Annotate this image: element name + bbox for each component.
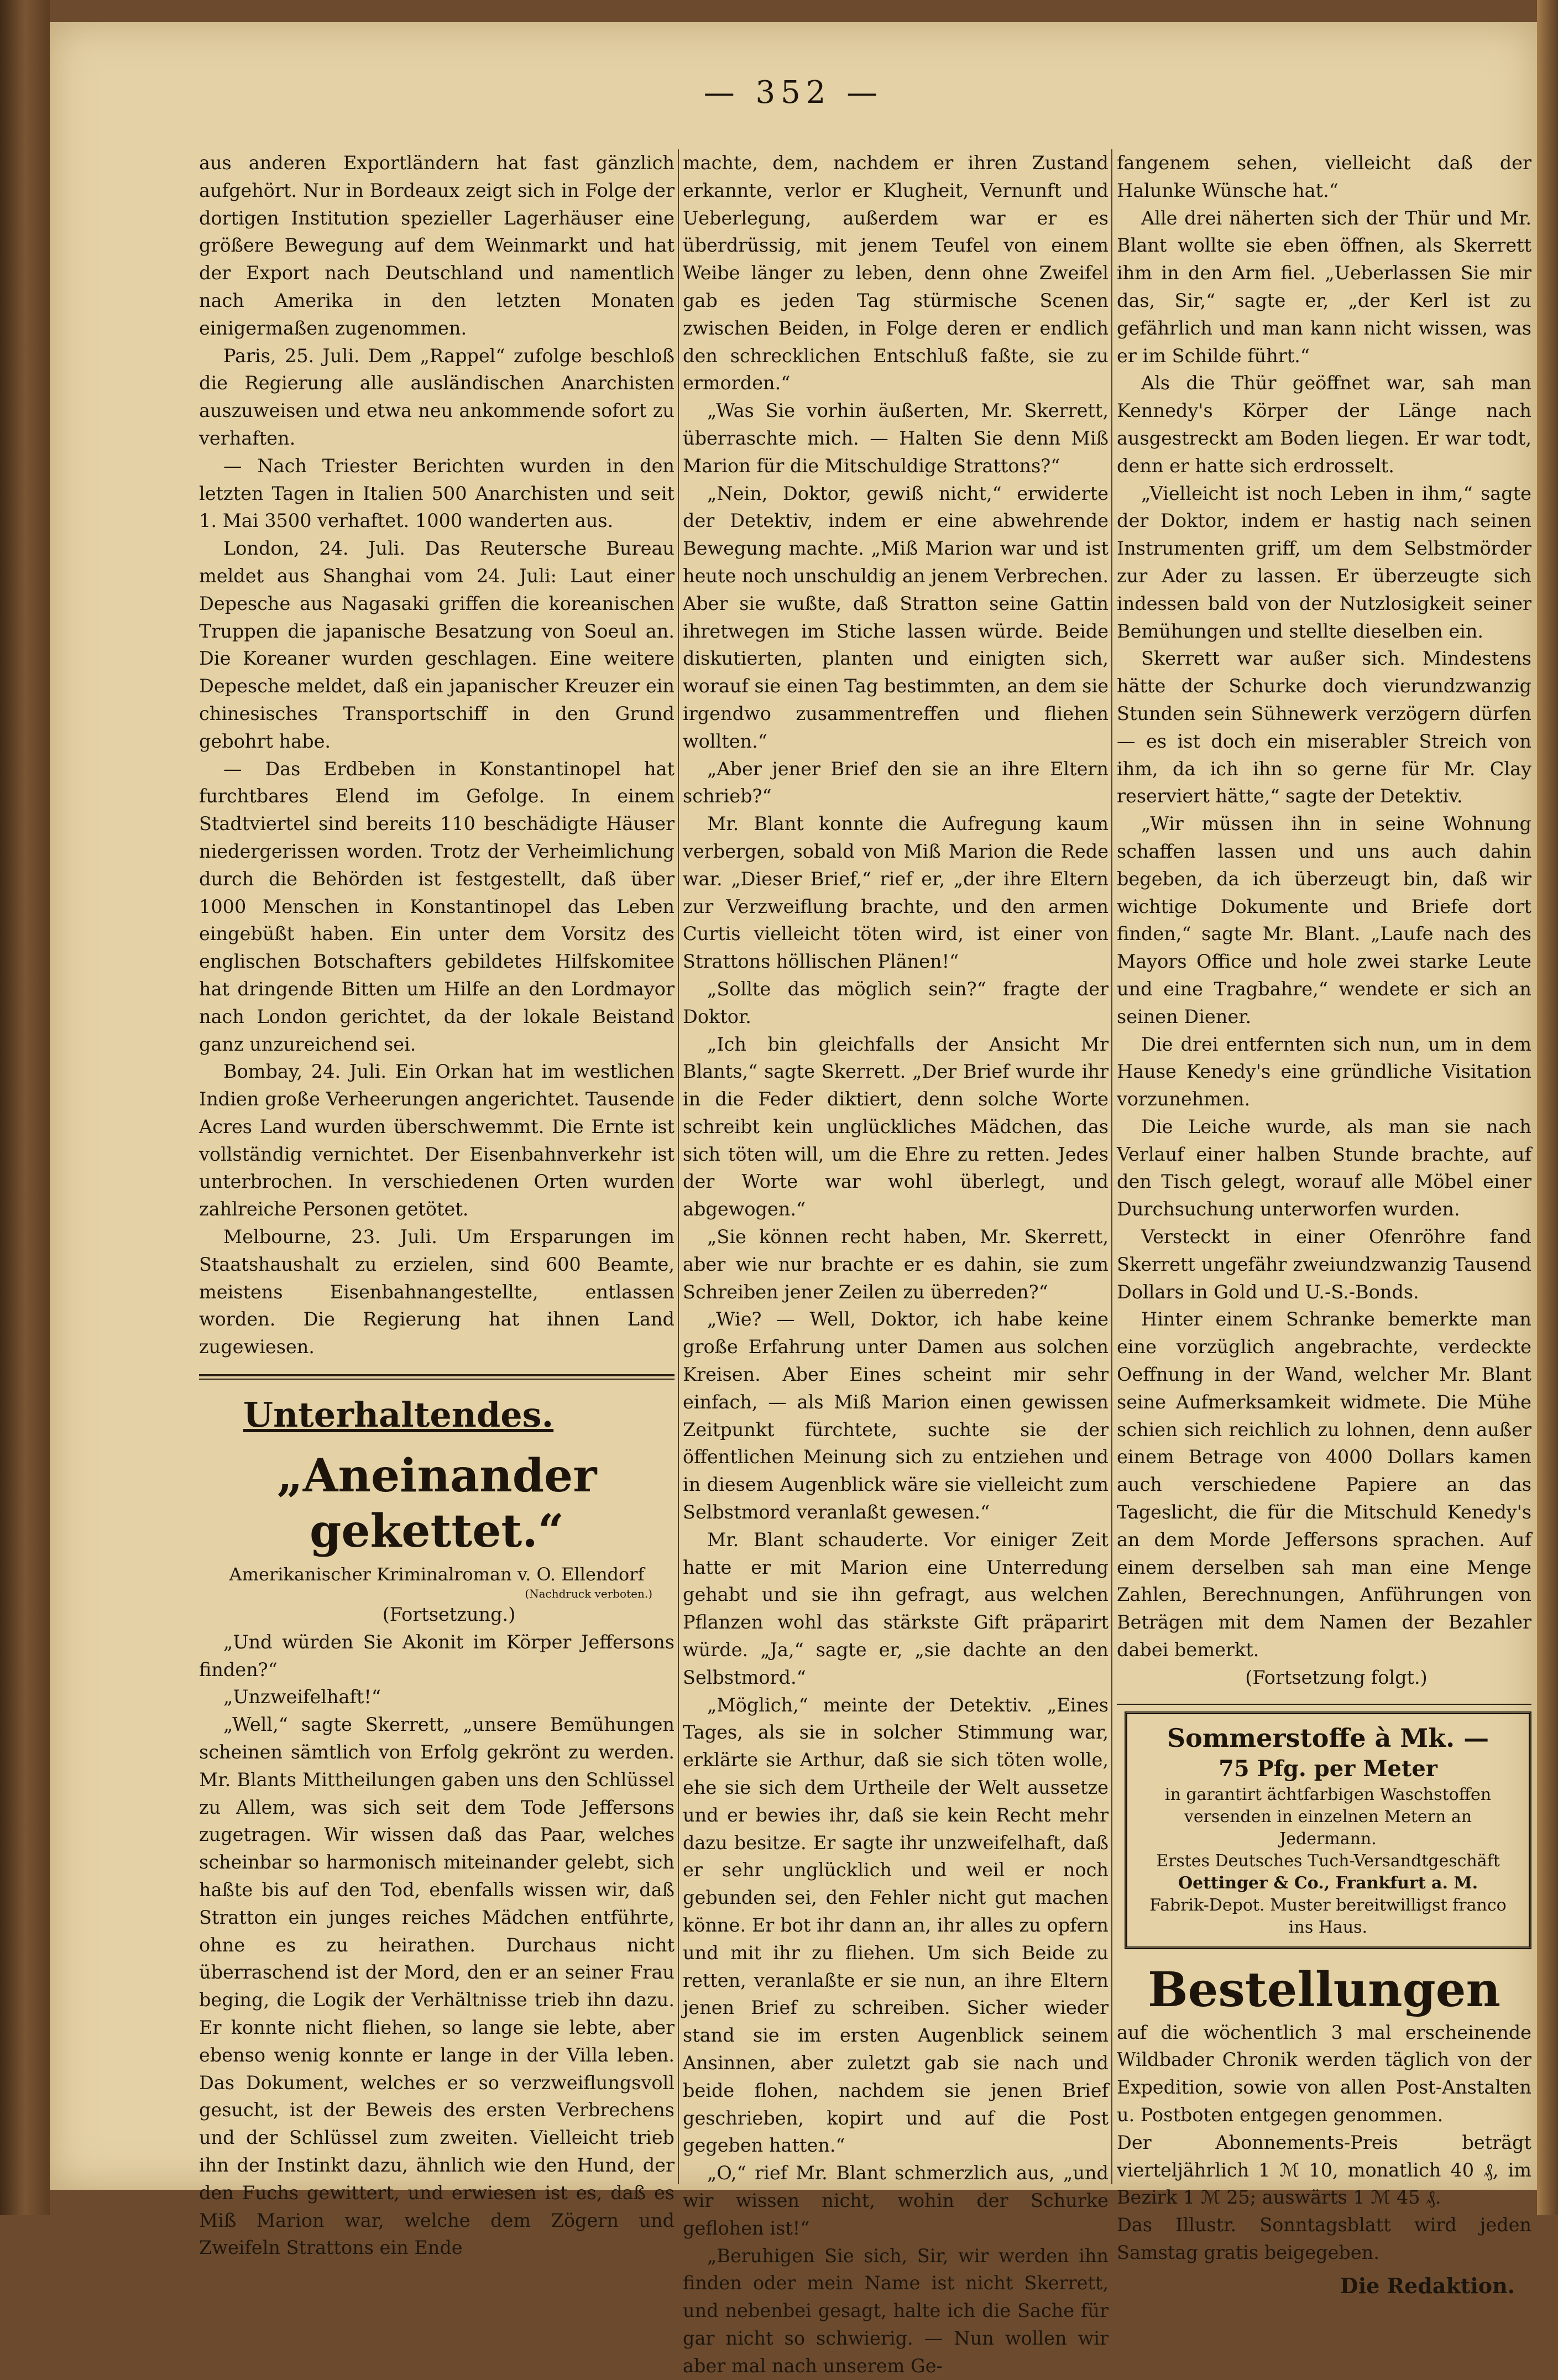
notice-paragraph: auf die wöchentlich 3 mal erscheinende Wildbader Chronik werden täglich von der Expedition, sowie von allen Post-Anstalten u. Postboten entgegen genommen. bbox=[1117, 2021, 1531, 2126]
column-divider bbox=[1111, 149, 1112, 2184]
story-paragraph: „Und würden Sie Akonit im Körper Jeffersons finden?“ bbox=[199, 1631, 675, 1680]
story-paragraph: „Ich bin gleichfalls der Ansicht Mr Blants,“ sagte Skerrett. „Der Brief wurde ihr in die Feder diktiert, denn solche Worte schreibt kein unglückliches Mädchen, das sich töten will, um die Ehre zu retten. Jedes der Worte war wohl überlegt, und abgewogen.“ bbox=[683, 1033, 1109, 1220]
notice-paragraph: Der Abonnements-Preis beträgt vierteljährlich 1 ℳ 10, monatlich 40 ₰, im Bezirk 1 ℳ 25; auswärts 1 ℳ 45 ₰. bbox=[1117, 2131, 1531, 2209]
news-paragraph: — Das Erdbeben in Konstantinopel hat furchtbares Elend im Gefolge. In einem Stadtviertel sind bereits 110 beschädigte Häuser niedergerissen worden. Trotz der Verheimlichung durch die Behörden ist festgestellt, daß über 1000 Menschen in Konstantinopel das Leben eingebüßt haben. Ein unter dem Vorsitz des englischen Botschafters gebildetes Hilfskomitee hat dringende Bitten um Hilfe an den Lordmayor nach London gerichtet, da der lokale Beistand ganz unzureichend sei. bbox=[199, 758, 675, 1055]
story-paragraph: „Sie können recht haben, Mr. Skerrett, aber wie nur brachte er es dahin, sie zum Schreiben jener Zeilen zu überreden?“ bbox=[683, 1226, 1109, 1303]
story-paragraph: „Nein, Doktor, gewiß nicht,“ erwiderte der Detektiv, indem er eine abwehrende Bewegung machte. „Miß Marion war und ist heute noch unschuldig an jenem Verbrechen. Aber sie wußte, daß Stratton seine Gattin ihretwegen im Stiche lassen würde. Beide diskutierten, planten und einigten sich, worauf sie einen Tag bestimmten, an dem sie irgendwo zusammentreffen und fliehen wollten.“ bbox=[683, 482, 1109, 752]
ad-company: Oettinger & Co., Frankfurt a. M. bbox=[1178, 1873, 1478, 1893]
continued-label: (Fortsetzung folgt.) bbox=[1245, 1666, 1428, 1688]
story-paragraph: Die drei entfernten sich nun, um in dem Hause Kenedy's eine gründliche Visitation vorzunehmen. bbox=[1117, 1033, 1531, 1110]
story-paragraph: Die Leiche wurde, als man sie nach Verlauf einer halben Stunde brachte, auf den Tisch gelegt, worauf alle Möbel einer Durchsuchung unterworfen wurden. bbox=[1117, 1115, 1531, 1220]
story-paragraph: „Aber jener Brief den sie an ihre Eltern schrieb?“ bbox=[683, 758, 1109, 807]
news-paragraph: — Nach Triester Berichten wurden in den letzten Tagen in Italien 500 Anarchisten und seit 1. Mai 3500 verhaftet. 1000 wanderten aus. bbox=[199, 455, 675, 532]
notice-paragraph: Das Illustr. Sonntagsblatt wird jeden Samstag gratis beigegeben. bbox=[1117, 2214, 1531, 2263]
story-paragraph: fangenem sehen, vielleicht daß der Halunke Wünsche hat.“ bbox=[1117, 152, 1531, 201]
story-paragraph: Als die Thür geöffnet war, sah man Kennedy's Körper der Länge nach ausgestreckt am Boden liegen. Er war todt, denn er hatte sich erdrosselt. bbox=[1117, 372, 1531, 477]
news-paragraph: Bombay, 24. Juli. Ein Orkan hat im westlichen Indien große Verheerungen angerichtet. Tausende Acres Land wurden überschwemmt. Die Ernte ist vollständig vernichtet. Der Eisenbahnverkehr ist unterbrochen. In verschiedenen Orten wurden zahlreiche Personen getötet. bbox=[199, 1061, 675, 1220]
story-paragraph: „Möglich,“ meinte der Detektiv. „Eines Tages, als sie in solcher Stimmung war, erklärte sie Arthur, daß sie sich töten wolle, ehe sie sich dem Urtheile der Welt aussetze und er bewies ihr, daß sie kein Recht mehr dazu besitze. Er sagte ihr unzweifelhaft, daß er sehr unglücklich und weil er noch gebunden sei, den Fehler nicht gut machen könne. Er bot ihr dann an, ihr alles zu opfern und mit ihr zu fliehen. Um sich Beide zu retten, veranlaßte er sie nun, an ihre Eltern jenen Brief zu schreiben. Sicher wieder stand sie im ersten Augenblick seinem Ansinnen, aber zuletzt gab sie nach und beide flohen, nachdem sie jenen Brief geschrieben, kopirt und auf die Post gegeben hatten.“ bbox=[683, 1694, 1109, 2157]
news-paragraph: London, 24. Juli. Das Reutersche Bureau meldet aus Shanghai vom 24. Juli: Laut einer Depesche aus Nagasaki griffen die koreanischen Truppen die japanische Besatzung von Soeul an. Die Koreaner wurden geschlagen. Eine weitere Depesche meldet, daß ein japanischer Kreuzer ein chinesisches Transportschiff in den Grund gebohrt habe. bbox=[199, 537, 675, 752]
page-edge bbox=[1537, 0, 1558, 2215]
story-paragraph: „Was Sie vorhin äußerten, Mr. Skerrett, überraschte mich. — Halten Sie denn Miß Marion für die Mitschuldige Strattons?“ bbox=[683, 400, 1109, 477]
ad-line: Erstes Deutsches Tuch-Versandtgeschäft bbox=[1156, 1851, 1500, 1871]
story-paragraph: Skerrett war außer sich. Mindestens hätte der Schurke doch vierundzwanzig Stunden sein Sühnewerk verzögern dürfen — es ist doch ein miserabler Streich von ihm, da ich ihn so gerne für Mr. Clay reserviert hätte,“ sagte der Detektiv. bbox=[1117, 648, 1531, 807]
story-paragraph: „O,“ rief Mr. Blant schmerzlich aus, „und wir wissen nicht, wohin der Schurke geflohen ist!“ bbox=[683, 2162, 1109, 2239]
continuation-label: (Fortsetzung.) bbox=[382, 1604, 516, 1626]
reprint-note: (Nachdruck verboten.) bbox=[525, 1587, 652, 1601]
book-binding bbox=[0, 0, 50, 2215]
story-paragraph: „Well,“ sagte Skerrett, „unsere Bemühungen scheinen sämtlich von Erfolg gekrönt zu werden. Mr. Blants Mittheilungen gaben uns den Schlüssel zu Allem, was sich seit dem Tode Jeffersons zugetragen. Wir wissen daß das Paar, welches scheinbar so harmonisch miteinander gelebt, sich haßte bis auf den Tod, ebenfalls wissen wir, daß Stratton ein junges reiches Mädchen entführte, ohne es zu heirathen. Durchaus nicht überraschend ist der Mord, den er an seiner Frau beging, die Logik der Verhältnisse trieb ihn dazu. Er konnte nicht fliehen, so lange sie lebte, aber ebenso wenig konnte er lange in der Villa leben. Das Dokument, welches er so verzweiflungsvoll gesucht, ist der Beweis des ersten Verbrechens und der Schlüssel zum zweiten. Vielleicht trieb ihn der Instinkt dazu, ähnlich wie den Hund, der den Fuchs gewittert, und erwiesen ist es, daß es Miß Marion war, welche dem Zögern und Zweifeln Strattons ein Ende bbox=[199, 1714, 675, 2259]
section-rule bbox=[1117, 1704, 1531, 1705]
story-paragraph: Versteckt in einer Ofenröhre fand Skerrett ungefähr zweiundzwanzig Tausend Dollars in Gold und U.-S.-Bonds. bbox=[1117, 1226, 1531, 1303]
story-paragraph: „Sollte das möglich sein?“ fragte der Doktor. bbox=[683, 978, 1109, 1027]
column-3 bbox=[1117, 149, 1531, 2298]
story-paragraph: „Vielleicht ist noch Leben in ihm,“ sagte der Doktor, indem er hastig nach seinen Instrumenten griff, um dem Selbstmörder zur Ader zu lassen. Er überzeugte sich indessen bald von der Nutzlosigkeit seiner Bemühungen und stellte dieselben ein. bbox=[1117, 482, 1531, 642]
story-paragraph: „Beruhigen Sie sich, Sir, wir werden ihn finden oder mein Name ist nicht Skerrett, und nebenbei gesagt, halte ich die Sache für gar nicht so schwierig. — Nun wollen wir aber mal nach unserem Ge- bbox=[683, 2245, 1109, 2377]
section-heading: Unterhaltendes. bbox=[243, 1395, 554, 1436]
newspaper-page bbox=[50, 22, 1537, 2377]
column-2 bbox=[683, 149, 1109, 2377]
novel-author: Amerikanischer Kriminalroman v. O. Ellendorf bbox=[229, 1564, 645, 1585]
column-1 bbox=[199, 149, 675, 2259]
story-paragraph: Hinter einem Schranke bemerkte man eine vorzüglich angebrachte, verdeckte Oeffnung in der Wand, welcher Mr. Blant seine Aufmerksamkeit widmete. Die Mühe schien sich reichlich zu lohnen, denn außer einem Betrage von 4000 Dollars kamen auch verschiedene Papiere an das Tageslicht, die für die Mitschuld Kenedy's an dem Morde Jeffersons sprachen. Auf einem derselben sah man eine Menge Zahlen, Berechnungen, Anführungen von Beträgen mit dem Namen der Bezahler dabei bemerkt. bbox=[1117, 1308, 1531, 1661]
advertisement-box bbox=[1125, 1711, 1531, 1949]
ad-line: versenden in einzelnen Metern an Jedermann. bbox=[1184, 1807, 1472, 1849]
story-paragraph: „Wir müssen ihn in seine Wohnung schaffen lassen und uns auch dahin begeben, da ich überzeugt bin, daß wir wichtige Dokumente und Briefe dort finden,“ sagte Mr. Blant. „Laufe nach des Mayors Office und hole zwei starke Leute und eine Tragbahre,“ wendete er sich an seinen Diener. bbox=[1117, 813, 1531, 1027]
story-paragraph: „Wie? — Well, Doktor, ich habe keine große Erfahrung unter Damen aus solchen Kreisen. Aber Eines scheint mir sehr einfach, — als Miß Marion einen gewissen Zeitpunkt fürchtete, suchte sie der öffentlichen Meinung sich zu entziehen und in diesem Augenblick wäre sie vielleicht zum Selbstmord veranlaßt gewesen.“ bbox=[683, 1308, 1109, 1523]
news-paragraph: Melbourne, 23. Juli. Um Ersparungen im Staatshaushalt zu erzielen, sind 600 Beamte, meistens Eisenbahnangestellte, entlassen worden. Die Regierung hat ihnen Land zugewiesen. bbox=[199, 1226, 675, 1358]
ad-price: 75 Pfg. per Meter bbox=[1219, 1755, 1437, 1782]
subscription-notice bbox=[1117, 1961, 1531, 2300]
column-divider bbox=[678, 149, 679, 2184]
story-paragraph: „Unzweifelhaft!“ bbox=[223, 1686, 381, 1708]
ad-line: Fabrik-Depot. Muster bereitwilligst franco ins Haus. bbox=[1149, 1895, 1507, 1937]
editorial-signature: Die Redaktion. bbox=[1340, 2273, 1515, 2298]
novel-title: „Aneinander gekettet.“ bbox=[276, 1449, 597, 1558]
story-paragraph: Mr. Blant schauderte. Vor einiger Zeit hatte er mit Marion eine Unterredung gehabt und sie ihn gefragt, aus welchen Pflanzen wohl das stärkste Gift präparirt würde. „Ja,“ sagte er, „sie dachte an den Selbstmord.“ bbox=[683, 1528, 1109, 1688]
ad-heading: Sommerstoffe à Mk. — bbox=[1167, 1723, 1489, 1753]
page-number: — 352 — bbox=[703, 75, 883, 111]
section-rule bbox=[199, 1374, 675, 1380]
story-paragraph: Mr. Blant konnte die Aufregung kaum verbergen, sobald von Miß Marion die Rede war. „Dieser Brief,“ rief er, „der ihre Eltern zur Verzweiflung brachte, und den armen Curtis vielleicht töten wird, ist einer von Strattons höllischen Plänen!“ bbox=[683, 813, 1109, 973]
story-paragraph: Alle drei näherten sich der Thür und Mr. Blant wollte sie eben öffnen, als Skerrett ihm in den Arm fiel. „Ueberlassen Sie mir das, Sir,“ sagte er, „der Kerl ist zu gefährlich und man kann nicht wissen, was er im Schilde führt.“ bbox=[1117, 207, 1531, 367]
orders-heading: Bestellungen bbox=[1147, 1961, 1501, 2018]
news-paragraph: aus anderen Exportländern hat fast gänzlich aufgehört. Nur in Bordeaux zeigt sich in Folge der dortigen Institution spezieller Lagerhäuser eine größere Bewegung auf dem Weinmarkt und hat der Export nach Deutschland und namentlich nach Amerika in den letzten Monaten einigermaßen zugenommen. bbox=[199, 152, 675, 339]
news-paragraph: Paris, 25. Juli. Dem „Rappel“ zufolge beschloß die Regierung alle ausländischen Anarchisten auszuweisen und etwa neu ankommende sofort zu verhaften. bbox=[199, 345, 675, 449]
ad-line: in garantirt ächtfarbigen Waschstoffen bbox=[1164, 1784, 1492, 1804]
story-paragraph: machte, dem, nachdem er ihren Zustand erkannte, verlor er Klugheit, Vernunft und Ueberlegung, außerdem war er es überdrüssig, mit jenem Teufel von einem Weibe länger zu leben, denn ohne Zweifel gab es jeden Tag stürmische Scenen zwischen Beiden, in Folge deren er endlich den schrecklichen Entschluß faßte, sie zu ermorden.“ bbox=[683, 152, 1109, 394]
